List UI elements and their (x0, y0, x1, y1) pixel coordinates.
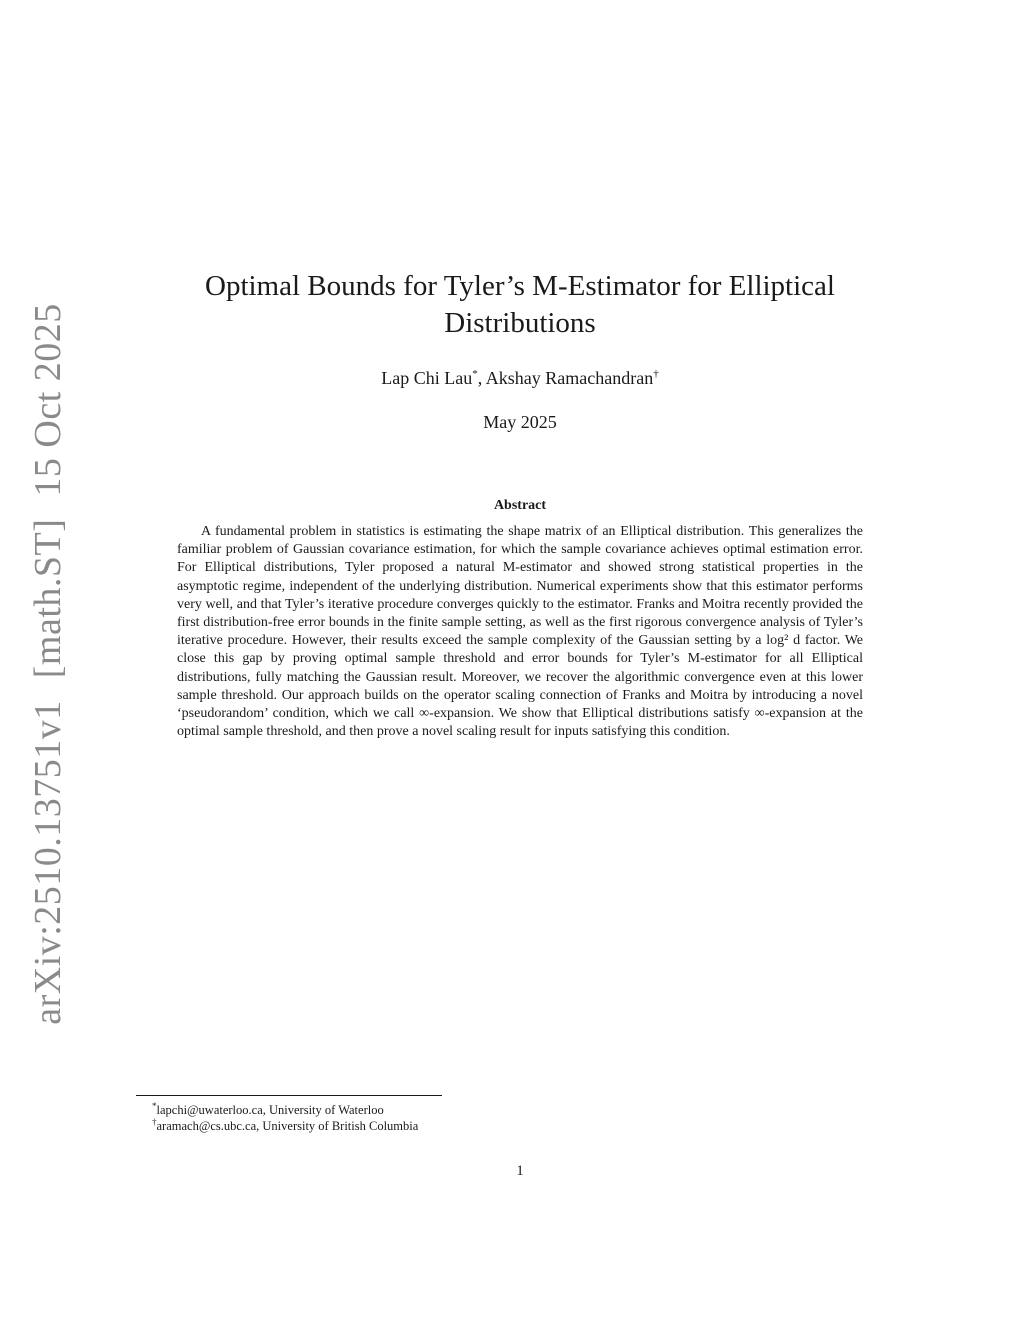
author-footnote-mark: * (472, 368, 478, 380)
footnote-mark: * (152, 1101, 157, 1111)
author-footnote-mark: † (653, 368, 659, 380)
footnote (152, 1114, 418, 1134)
footnote-text: aramach@cs.ubc.ca, University of British Columbia (156, 1119, 419, 1134)
paper-date: May 2025 (483, 412, 557, 432)
author-line: Lap Chi Lau*, Akshay Ramachandran† (381, 368, 659, 388)
footnote-divider (136, 1095, 442, 1096)
arxiv-category: [math.ST] (27, 518, 69, 679)
author-name: Akshay Ramachandran (485, 368, 654, 388)
arxiv-id: arXiv:2510.13751v1 (27, 700, 69, 1025)
abstract-text: A fundamental problem in statistics is estimating the shape matrix of an Elliptical distribution. This generalizes the familiar problem of Gaussian covariance estimation, for which the sample covariance achieves optimal estimation error. For Elliptical distributions, Tyler proposed a natural M-estimator and showed strong statistical properties in the asymptotic regime, independent of the underlying distribution. Numerical experiments show that this estimator performs very well, and that Tyler’s iterative procedure converges quickly to the estimator. Franks and Moitra recently provided the first distribution-free error bounds in the finite sample setting, as well as the first rigorous convergence analysis of Tyler’s iterative procedure. However, their results exceed the sample complexity of the Gaussian setting by a log² d factor. We close this gap by proving optimal sample threshold and error bounds for Tyler’s M-estimator for all Elliptical distributions, fully matching the Gaussian result. Moreover, we recover the algorithmic convergence even at this lower sample threshold. Our approach builds on the operator scaling connection of Franks and Moitra by introducing a novel ‘pseudorandom’ condition, which we call ∞-expansion. We show that Elliptical distributions satisfy ∞-expansion at the optimal sample threshold, and then prove a novel scaling result for inputs satisfying this condition. (177, 524, 863, 740)
author-name: Lap Chi Lau (381, 368, 473, 388)
paper-title: Optimal Bounds for Tyler’s M-Estimator for Elliptical Distributions (205, 270, 835, 339)
footnote-mark: † (152, 1117, 157, 1127)
arxiv-side-stamp (26, 303, 70, 1025)
abstract-heading: Abstract (493, 498, 547, 513)
arxiv-date: 15 Oct 2025 (27, 303, 69, 497)
footnote-text: lapchi@uwaterloo.ca, University of Waterloo (156, 1103, 384, 1118)
page-number: 1 (516, 1163, 524, 1179)
